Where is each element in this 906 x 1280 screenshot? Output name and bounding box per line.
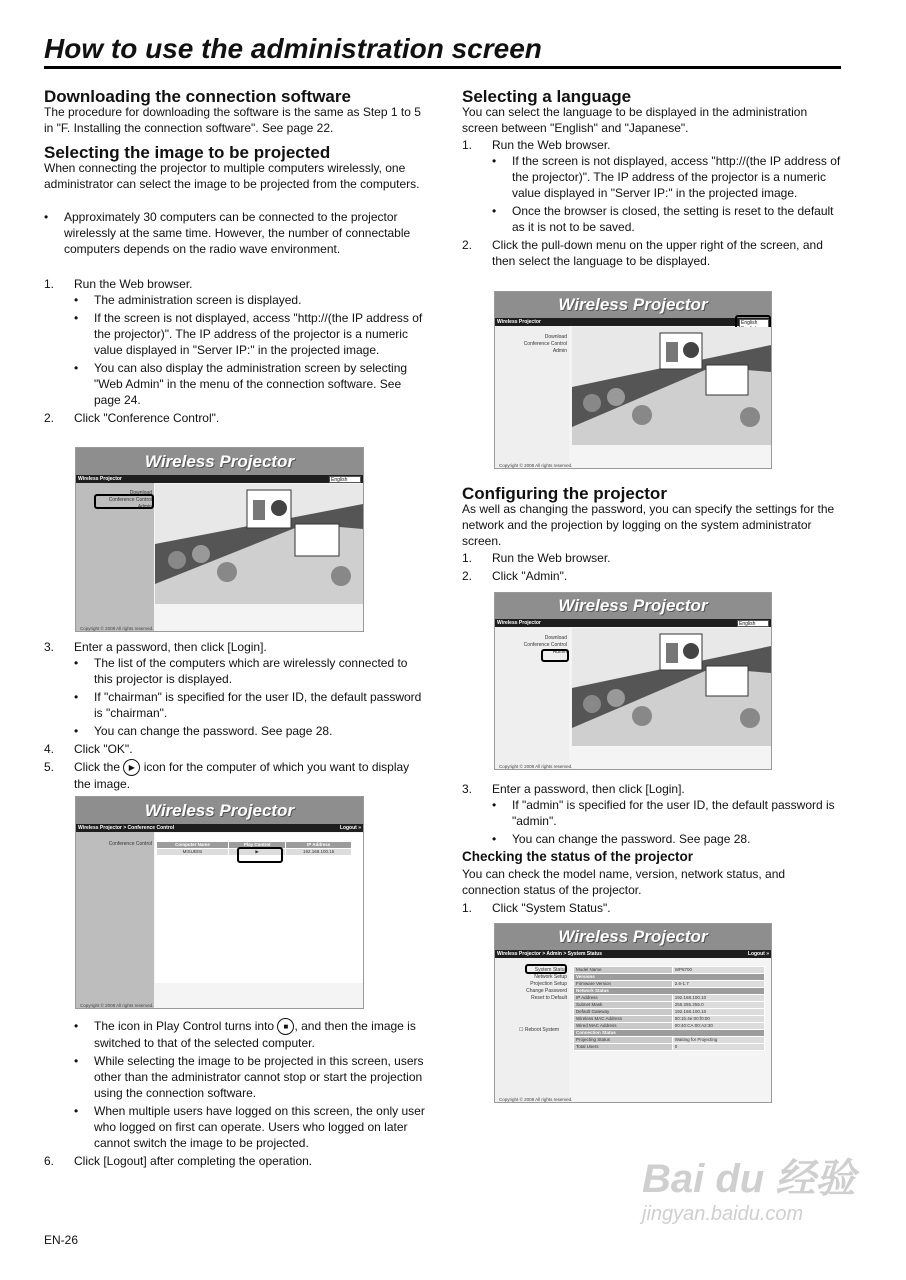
steps-block-3	[44, 1018, 426, 1169]
language-select: English	[737, 620, 769, 627]
app-bar: Wireless Projector	[495, 619, 771, 627]
watermark-logo: Bai du 经验	[642, 1157, 856, 1201]
status-step-1: 1. Click "System Status".	[462, 901, 611, 915]
cfg-step-2: 2. Click "Admin".	[462, 569, 568, 583]
side-menu: Download Conference Control Admin	[523, 635, 567, 655]
app-title: Wireless Projector	[76, 448, 363, 475]
highlight-system-status	[525, 964, 567, 974]
copyright: Copyright © 2008 All rights reserved.	[80, 626, 154, 631]
side-menu: Download Conference Control Admin	[108, 490, 152, 510]
play-icon: ▶	[123, 759, 140, 776]
step-3-bullet-2: • If "chairman" is specified for the user ID, the default password is "chairman".	[74, 690, 422, 720]
downloading-body: The procedure for downloading the software is the same as Step 1 to 5 in "F. Installing the connection software". See page 22.	[44, 105, 421, 135]
lang-bullet-2: • Once the browser is closed, the setting is reset to the default as it is not to be saved.	[492, 204, 834, 234]
status-steps	[462, 900, 842, 916]
steps-block-1	[44, 276, 424, 426]
step-3-bullet-3: • You can change the password. See page 28.	[74, 724, 333, 738]
app-bar: Wireless Projector	[76, 475, 363, 483]
logout-link: Logout »	[339, 825, 361, 831]
after-bullet-1: • The icon in Play Control turns into ■ , and then the image is switched to that of the selected computer.	[74, 1019, 416, 1051]
heading-selecting-image: Selecting the image to be projected	[44, 143, 331, 162]
baidu-watermark	[642, 1156, 856, 1246]
highlight-conference-control	[94, 494, 154, 509]
heading-configuring: Configuring the projector	[462, 484, 667, 503]
heading-downloading: Downloading the connection software	[44, 87, 351, 106]
illustration-meeting	[572, 628, 771, 746]
step-4: 4. Click "OK".	[44, 742, 133, 756]
language-select: English	[329, 476, 361, 483]
step-5: 5. Click the ▶ icon for the computer of which you want to display the image.	[44, 760, 410, 792]
side-menu: Download Conference Control Admin	[523, 334, 567, 354]
configuring-steps-2	[462, 781, 842, 847]
logout-link: Logout »	[747, 951, 769, 957]
page-number: EN-26	[44, 1233, 79, 1247]
stop-icon: ■	[277, 1018, 294, 1035]
step-1-bullet-3: • You can also display the administration screen by selecting "Web Admin" in the menu of the connection software. See page 24.	[74, 361, 408, 407]
cfg-bullet-2: • You can change the password. See page 28.	[492, 832, 751, 846]
copyright: Copyright © 2008 All rights reserved.	[499, 1097, 573, 1102]
app-title: Wireless Projector	[495, 292, 771, 318]
app-bar: Wireless Projector	[495, 318, 771, 326]
app-title: Wireless Projector	[76, 797, 363, 824]
language-body: You can select the language to be displayed in the administration screen between "English" and "Japanese".	[462, 105, 808, 135]
copyright: Copyright © 2008 All rights reserved.	[499, 463, 573, 468]
page-title: How to use the administration screen	[44, 33, 542, 64]
screenshot-system-status	[494, 923, 772, 1103]
cfg-step-1: 1. Run the Web browser.	[462, 551, 611, 565]
highlight-play-control	[237, 847, 283, 863]
app-title: Wireless Projector	[495, 924, 771, 950]
step-1-bullet-2: • If the screen is not displayed, access "http://(the IP address of the projector)". The IP address of the projector is a numeric value displayed in "Server IP:" in the projected image.	[74, 311, 423, 357]
app-bar: Wireless Projector > Conference Control	[76, 824, 363, 832]
step-1: 1. Run the Web browser.	[44, 277, 193, 291]
play-control-icon: ▶	[229, 849, 286, 856]
copyright: Copyright © 2008 All rights reserved.	[499, 764, 573, 769]
selecting-image-bullet: • Approximately 30 computers can be connected to the projector wirelessly at the same time. However, the number of connectable computers depends on the radio wave environment.	[44, 210, 411, 256]
step-3: 3. Enter a password, then click [Login].	[44, 640, 267, 654]
lang-step-1: 1. Run the Web browser.	[462, 138, 611, 152]
screenshot-computer-list: Wireless Projector Wireless Projector > Conference Control Logout » Conference Control Computer Name Play Control IP Address MISUBISI ▶ 192.168.100.15 Copyright © 2008 All rights reserved.	[75, 796, 364, 1009]
copyright: Copyright © 2008 All rights reserved.	[80, 1003, 154, 1008]
lang-bullet-1: • If the screen is not displayed, access "http://(the IP address of the projector)". The IP address of the projector is a numeric value displayed in "Server IP:" in the projected image.	[492, 154, 841, 200]
admin-side-menu: System Status Network Setup Projection Setup Change Password Reset to Default	[526, 967, 567, 1001]
screenshot-admin	[494, 592, 772, 770]
status-table: Model Name WP8700 Versions Firmware Version 2.6-1.7 Network Status IP Address 192.168.100.10 Subnet Mask 255.255.255.0 Default Gateway 192.168.100.10 Wireless MAC Address 00:1b:4e:00:f0:00 Wired MAC Address 00:40:CA:00:A2:30 Connection Status Projecting Status Waiting for Projecting Total Users 0	[573, 966, 765, 1051]
selecting-image-body: When connecting the projector to multiple computers wirelessly, one administrator can select the image to be projected from the computers.	[44, 161, 420, 191]
step-3-bullet-1: • The list of the computers which are wirelessly connected to this projector is displayed.	[74, 656, 408, 686]
screenshot-language-menu	[494, 291, 772, 469]
app-bar: Wireless Projector > Admin > System Status	[495, 950, 771, 958]
after-bullet-2: • While selecting the image to be projected in this screen, users other than the administrator cannot stop or start the projection using the connection software.	[74, 1054, 424, 1101]
after-bullet-3: • When multiple users have logged on this screen, the only user who logged on first can operate. Users who logged on later cannot switch the image to be projected.	[74, 1104, 425, 1151]
screenshot-conference-control	[75, 447, 364, 632]
language-steps	[462, 137, 842, 269]
cfg-step-3: 3. Enter a password, then click [Login].	[462, 782, 685, 796]
heading-language: Selecting a language	[462, 87, 632, 106]
step-2: 2. Click "Conference Control".	[44, 411, 220, 425]
heading-status: Checking the status of the projector	[462, 849, 694, 864]
step-1-bullet-1: • The administration screen is displayed.	[74, 293, 302, 307]
status-body: You can check the model name, version, network status, and connection status of the projector.	[462, 867, 786, 897]
illustration-meeting	[572, 327, 771, 445]
side-conference-control: Conference Control	[108, 841, 152, 847]
illustration-meeting	[155, 484, 363, 604]
cfg-bullet-1: • If "admin" is specified for the user ID, the default password is "admin".	[492, 798, 835, 828]
title-rule	[44, 66, 841, 69]
steps-block-2	[44, 639, 424, 792]
watermark-url: jingyan.baidu.com	[642, 1203, 804, 1225]
configuring-body: As well as changing the password, you can specify the settings for the network and the projection by logging on the system administrator screen.	[462, 502, 835, 548]
language-dropdown-open: English	[739, 319, 769, 337]
step-6: 6. Click [Logout] after completing the operation.	[44, 1154, 313, 1169]
highlight-admin	[541, 649, 569, 662]
configuring-steps-1	[462, 550, 842, 584]
lang-step-2: 2. Click the pull-down menu on the upper right of the screen, and then select the language to be displayed.	[462, 238, 823, 268]
reboot-system: ☐ Reboot System	[519, 1027, 560, 1033]
app-title: Wireless Projector	[495, 593, 771, 619]
